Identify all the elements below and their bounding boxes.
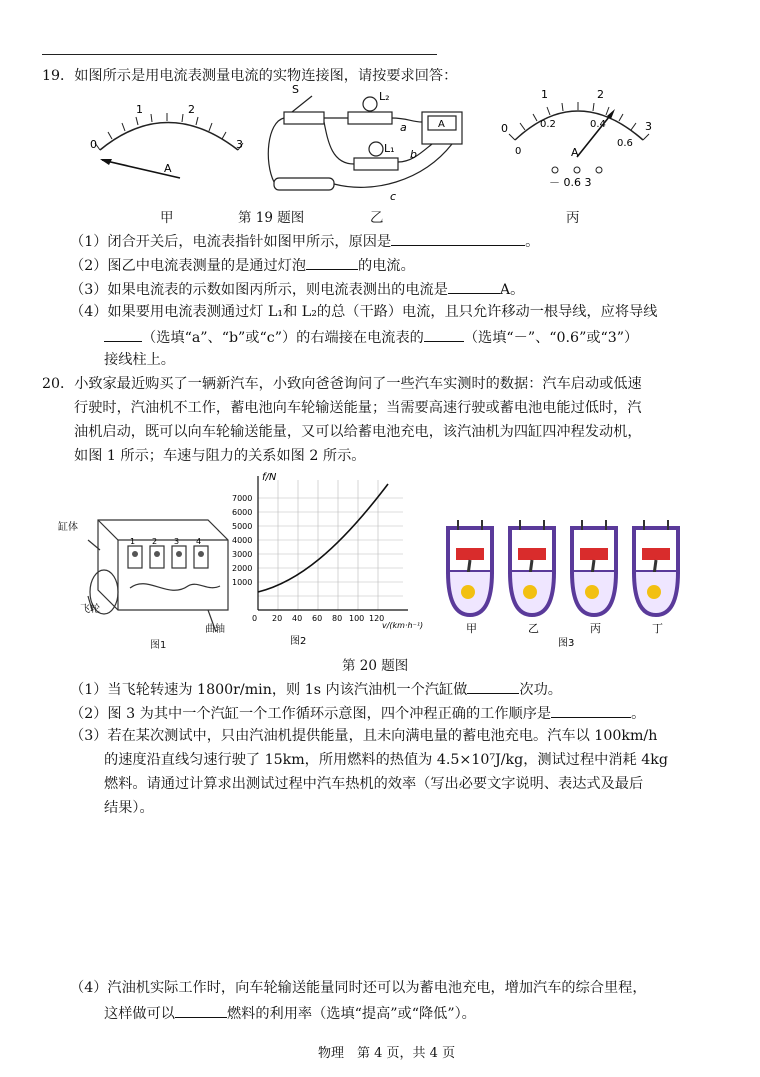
- fig2-x-60: 60: [312, 614, 323, 623]
- q20-item-3-line3: 燃料。请通过计算求出测试过程中汽车热机的效率（写出必要文字说明、表达式及最后: [104, 776, 644, 792]
- fig2-y-5000: 5000: [232, 522, 253, 531]
- jia-tick-2: 2: [188, 103, 195, 116]
- q20-item-4-line1: （4）汽油机实际工作时，向车轮输送能量同时还可以为蓄电池充电，增加汽车的综合里程，: [70, 980, 647, 996]
- q20-item-1: （1）当飞轮转速为 1800r/min，则 1s 内该汽油机一个汽缸做 次功。: [70, 678, 562, 700]
- bing-bot-3: 0.6: [617, 138, 633, 149]
- fig2-x-40: 40: [292, 614, 303, 623]
- q19-item-3: （3）如果电流表的示数如图丙所示，则电流表测出的电流是 A。: [70, 278, 524, 300]
- q20-4-blank[interactable]: [175, 1002, 227, 1018]
- q19-item-4-line2: （选填“a”、“b”或“c”）的右端接在电流表的 （选填“－”、“0.6”或“3”）: [104, 326, 638, 348]
- yi-label-s: S: [292, 83, 299, 96]
- fig2-x-100: 100: [349, 614, 365, 623]
- fig2-y-2000: 2000: [232, 564, 253, 573]
- bing-top-0: 0: [501, 122, 508, 135]
- fig19-bing-ammeter: [495, 82, 665, 192]
- jia-tick-1: 1: [136, 103, 143, 116]
- yi-wire-b: b: [410, 148, 417, 161]
- q20-stem-4: 如图 1 所示；车速与阻力的关系如图 2 所示。: [74, 448, 366, 464]
- bing-terminals: － 0.6 3: [549, 176, 592, 189]
- fig2-y-7000: 7000: [232, 494, 253, 503]
- bing-top-1: 1: [541, 88, 548, 101]
- page-footer: 物理 第 4 页，共 4 页: [318, 1046, 456, 1061]
- q19-4-blank-wire[interactable]: [104, 326, 142, 342]
- yi-label-l1: L₁: [384, 142, 395, 155]
- fig3-label-yi: 乙: [528, 622, 539, 635]
- bing-bot-1: 0.2: [540, 119, 556, 130]
- cap19-jia: 甲: [160, 210, 174, 226]
- q20-item-3-line1: （3）若在某次测试中，只由汽油机提供能量，且未向满电量的蓄电池充电。汽车以 100km/h: [70, 728, 658, 744]
- fig2-y-6000: 6000: [232, 508, 253, 517]
- jia-tick-3: 3: [236, 138, 243, 151]
- cap19-bing: 丙: [566, 210, 580, 226]
- q19-item-4-line1: （4）如果要用电流表测通过灯 L₁和 L₂的总（干路）电流，且只允许移动一根导线，应将导线: [70, 304, 658, 320]
- fig2-x-120: 120: [369, 614, 385, 623]
- bing-top-2: 2: [597, 88, 604, 101]
- jia-unit: A: [164, 162, 172, 175]
- fig2-y-3000: 3000: [232, 550, 253, 559]
- fig2-y-4000: 4000: [232, 536, 253, 545]
- q20-1-blank[interactable]: [467, 678, 519, 694]
- q19-item-4-line3: 接线柱上。: [104, 352, 175, 368]
- fig1-caption: 图1: [150, 640, 167, 651]
- fig3-label-bing: 丙: [590, 622, 601, 635]
- bing-top-3: 3: [645, 120, 652, 133]
- q20-stem-2: 行驶时，汽油机不工作，蓄电池向车轮输送能量；当需要高速行驶或蓄电池电能过低时，汽: [74, 400, 642, 416]
- fig2-xlabel: v/(km·h⁻¹): [382, 621, 424, 630]
- q20-title: 第 20 题图: [342, 658, 409, 674]
- fig2-x-0: 0: [252, 614, 258, 623]
- yi-wire-a: a: [400, 121, 407, 134]
- yi-wire-c: c: [390, 190, 397, 203]
- fig1-cyl-4: 4: [196, 537, 202, 546]
- fig19-jia-ammeter: [80, 100, 255, 190]
- q19-3-blank[interactable]: [448, 278, 500, 294]
- fig2-x-80: 80: [332, 614, 343, 623]
- q20-stem-3: 油机启动，既可以向车轮输送能量，又可以给蓄电池充电，该汽油机为四缸四冲程发动机，: [74, 424, 642, 440]
- fig1-cyl-2: 2: [152, 537, 158, 546]
- q19-1-blank[interactable]: [391, 230, 525, 246]
- fig20-3-strokes: [440, 520, 690, 650]
- fig1-label-flywheel: 飞轮: [80, 604, 100, 615]
- fig1-label-crankshaft: 曲轴: [205, 624, 225, 635]
- q19-2-blank[interactable]: [306, 254, 358, 270]
- fig3-label-ding: 丁: [652, 622, 663, 635]
- q19-4-blank-terminal[interactable]: [424, 326, 464, 342]
- q20-stem-1: 20．小致家最近购买了一辆新汽车，小致向爸爸询问了一些汽车实测时的数据：汽车启动或低速: [42, 376, 642, 392]
- q20-item-3-line4: 结果）。: [104, 800, 154, 816]
- bing-bot-2: 0.4: [590, 119, 606, 130]
- q20-2-blank[interactable]: [551, 702, 631, 718]
- header-rule: [42, 54, 437, 55]
- q19-item-2: （2）图乙中电流表测量的是通过灯泡 的电流。: [70, 254, 415, 276]
- fig1-label-cylinder: 缸体: [58, 522, 78, 533]
- q20-item-2: （2）图 3 为其中一个汽缸一个工作循环示意图，四个冲程正确的工作顺序是 。: [70, 702, 645, 724]
- q19-stem: 19．如图所示是用电流表测量电流的实物连接图，请按要求回答：: [42, 68, 458, 84]
- cap19-yi: 乙: [370, 210, 384, 226]
- q20-item-3-line2: 的速度沿直线匀速行驶了 15km，所用燃料的热值为 4.5×10⁷J/kg，测试过程中消耗 4kg: [104, 752, 668, 768]
- fig19-yi-circuit: [262, 82, 472, 207]
- fig1-cyl-1: 1: [130, 537, 136, 546]
- q20-item-4-line2: 这样做可以 燃料的利用率（选填“提高”或“降低”）。: [104, 1002, 476, 1024]
- yi-label-l2: L₂: [379, 90, 390, 103]
- fig2-y-1000: 1000: [232, 578, 253, 587]
- fig1-cyl-3: 3: [174, 537, 180, 546]
- bing-unit: A: [571, 146, 579, 159]
- q19-item-1: （1）闭合开关后，电流表指针如图甲所示，原因是 。: [70, 230, 539, 252]
- yi-label-meter: A: [438, 119, 445, 130]
- bing-bot-0: 0: [515, 146, 522, 157]
- jia-tick-0: 0: [90, 138, 97, 151]
- fig2-x-20: 20: [272, 614, 283, 623]
- cap19-title: 第 19 题图: [238, 210, 305, 226]
- fig2-ylabel: f/N: [262, 472, 277, 483]
- fig3-caption: 图3: [558, 638, 575, 649]
- fig2-caption: 图2: [290, 636, 307, 647]
- fig20-2-graph: [228, 470, 438, 650]
- fig3-label-jia: 甲: [466, 622, 477, 635]
